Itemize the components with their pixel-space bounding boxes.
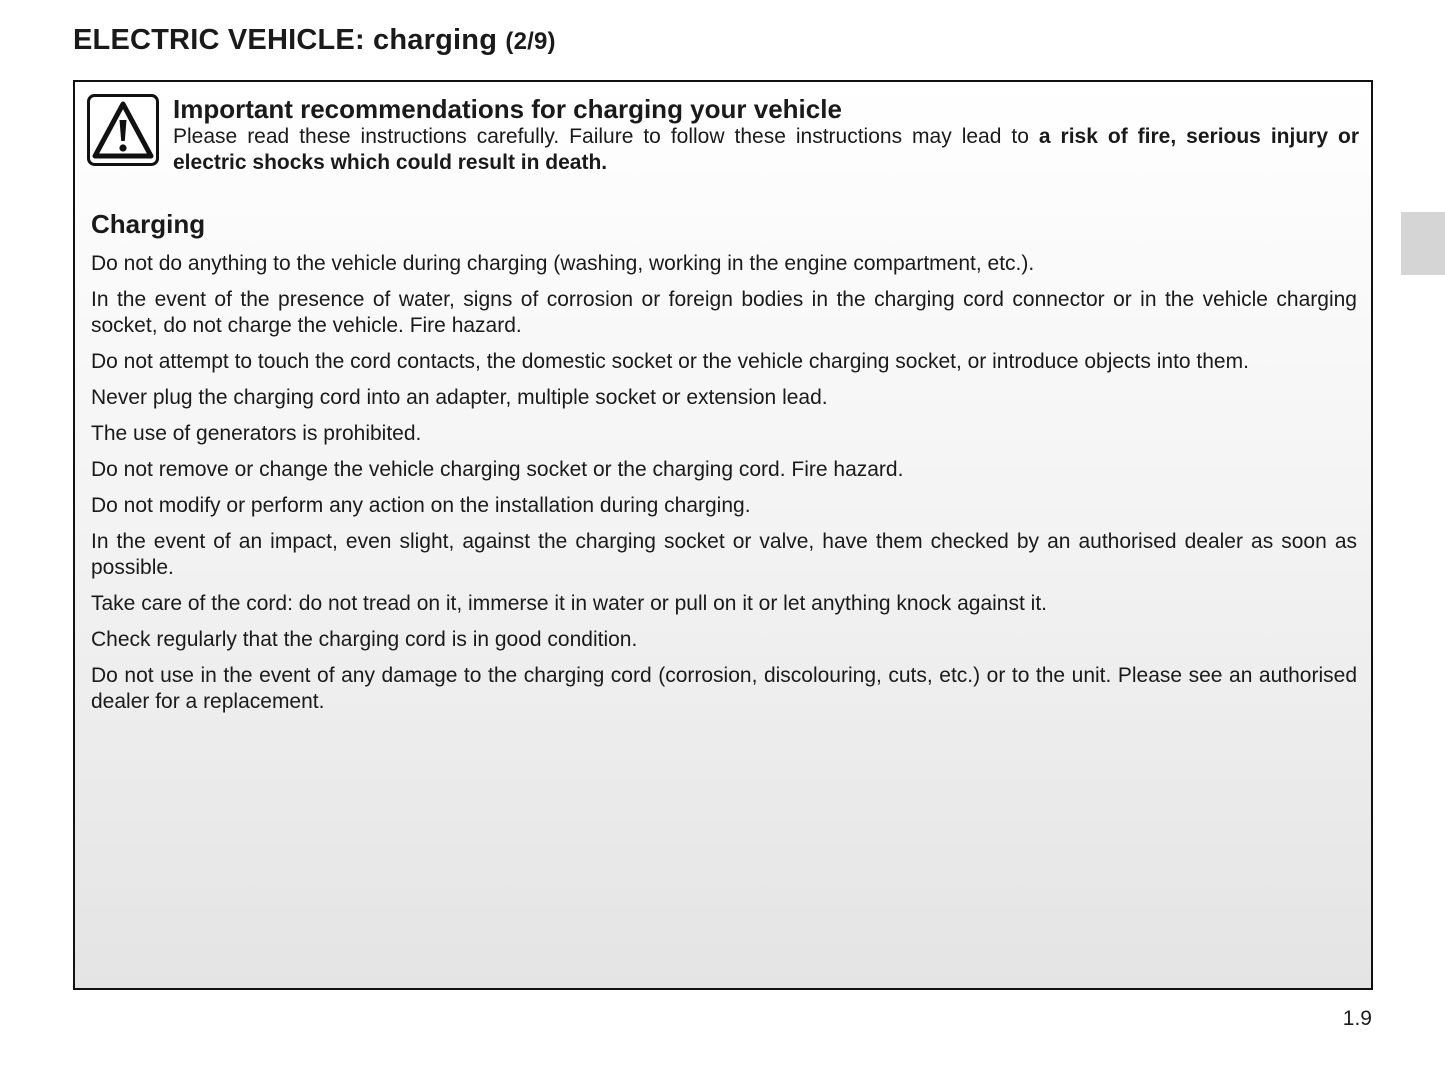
- rule-item: In the event of an impact, even slight, against the charging socket or valve, have them checked by an authorised dealer as soon as possible.: [91, 530, 1357, 579]
- rule-item: Never plug the charging cord into an adapter, multiple socket or extension lead.: [91, 386, 828, 409]
- rule-item: Do not modify or perform any action on the installation during charging.: [91, 494, 751, 517]
- rule-item: Do not attempt to touch the cord contacts, the domestic socket or the vehicle charging socket, or introduce objects into them.: [91, 350, 1249, 373]
- rule-item: Do not do anything to the vehicle during charging (washing, working in the engine compartment, etc.).: [91, 252, 1035, 275]
- page-title-part: (2/9): [505, 28, 556, 55]
- section-heading: Charging: [91, 209, 206, 239]
- page-title: [73, 24, 556, 57]
- warning-intro: [173, 124, 1359, 176]
- page-number: 1.9: [1342, 1007, 1372, 1030]
- warning-intro-text: Please read these instructions carefully. Failure to follow these instructions may lead to: [173, 125, 1039, 148]
- rule-item: Take care of the cord: do not tread on it, immerse it in water or pull on it or let anything knock against it.: [91, 592, 1047, 615]
- warning-intro-emphasis: a risk of fire, serious injury or electric shocks which could result in death.: [173, 125, 1359, 174]
- rule-item: Do not use in the event of any damage to the charging cord (corrosion, discolouring, cuts, etc.) or to the unit. Please see an authorised dealer for a replacement.: [91, 664, 1357, 713]
- warning-heading: Important recommendations for charging your vehicle: [173, 94, 842, 124]
- warning-header: [173, 94, 1359, 176]
- rule-item: The use of generators is prohibited.: [91, 422, 422, 445]
- warning-box: [73, 80, 1373, 990]
- warning-triangle-icon: [87, 94, 159, 166]
- side-tab-marker: [1401, 212, 1445, 275]
- rule-item: In the event of the presence of water, signs of corrosion or foreign bodies in the charging cord connector or in the vehicle charging socket, do not charge the vehicle. Fire hazard.: [91, 288, 1357, 337]
- page-title-main: ELECTRIC VEHICLE: charging: [73, 24, 498, 56]
- rule-item: Do not remove or change the vehicle charging socket or the charging cord. Fire hazard.: [91, 458, 904, 481]
- rule-item: Check regularly that the charging cord is in good condition.: [91, 628, 638, 651]
- charging-section: [91, 208, 1357, 725]
